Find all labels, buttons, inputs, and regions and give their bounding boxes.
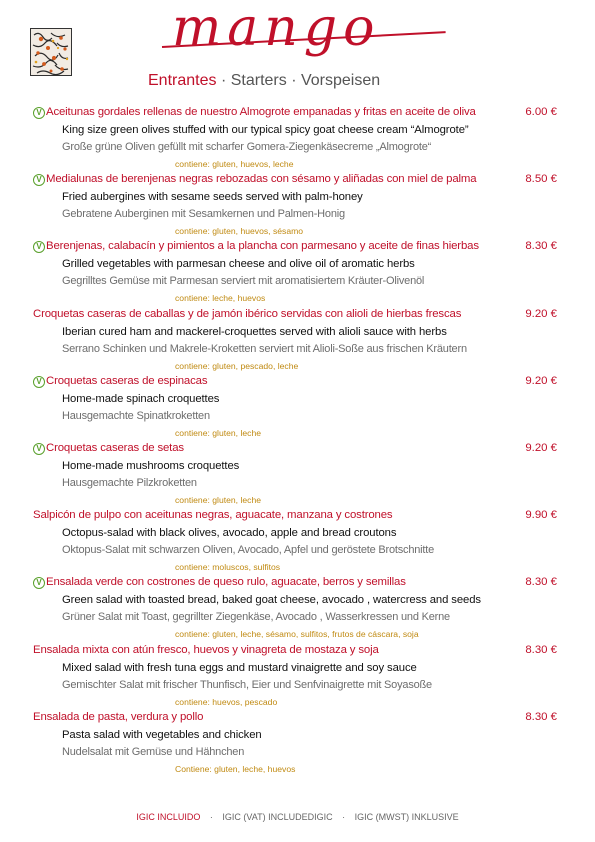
dish-description-en: Grilled vegetables with parmesan cheese and olive oil of aromatic herbs xyxy=(62,258,415,271)
dish-allergens: contiene: huevos, pescado xyxy=(175,696,278,707)
dish-description-en: Iberian cured ham and mackerel-croquettes served with alioli sauce with herbs xyxy=(62,325,447,338)
dish-price: 8.30 € xyxy=(525,240,557,253)
dish-allergens: contiene: gluten, leche, sésamo, sulfitos, frutos de cáscara, soja xyxy=(175,629,419,640)
dish-name-es xyxy=(33,240,523,253)
dish-description-de: Oktopus-Salat mit schwarzen Oliven, Avocado, Apfel und geröstete Brotschnitte xyxy=(62,544,435,557)
footer-igic-mwst: IGIC (MWST) INKLUSIVE xyxy=(354,812,459,822)
title-vorspeisen: Vorspeisen xyxy=(300,72,381,89)
dish-description-de: Nudelsalat mit Gemüse und Hähnchen xyxy=(62,745,245,758)
title-entrantes: Entrantes xyxy=(148,72,217,89)
dish-name-text: Aceitunas gordales rellenas de nuestro Almogrote empanadas y fritas en aceite de oliva xyxy=(46,106,476,118)
dish-name-text: Medialunas de berenjenas negras rebozadas con sésamo y aliñadas con miel de palma xyxy=(46,173,477,186)
dish-name-text: Croquetas caseras de caballas y de jamón ibérico servidas con alioli de hierbas frescas xyxy=(33,307,462,320)
dish-description-en: Pasta salad with vegetables and chicken xyxy=(62,728,262,741)
dish-price: 8.30 € xyxy=(525,576,557,589)
dish-name-es xyxy=(33,173,523,186)
vegetarian-icon: V xyxy=(33,376,45,388)
dish-allergens: Contiene: gluten, leche, huevos xyxy=(175,763,296,774)
dish-name-es xyxy=(33,644,523,656)
dish-description-de: Gemischter Salat mit frischer Thunfisch, Eier und Senfvinaigrette mit Soyasoße xyxy=(62,678,432,691)
dish-price: 8.30 € xyxy=(525,710,557,723)
dish-price: 6.00 € xyxy=(525,106,557,118)
dish-name-es xyxy=(33,375,523,388)
dish-description-en: Mixed salad with fresh tuna eggs and mustard vinaigrette and soy sauce xyxy=(62,661,417,674)
dish-name-text: Croquetas caseras de espinacas xyxy=(46,374,208,387)
dish-description-de: Grüner Salat mit Toast, gegrillter Ziegenkäse, Avocado , Wasserkressen und Kerne xyxy=(62,611,450,624)
dish-allergens: contiene: gluten, huevos, leche xyxy=(175,159,294,169)
title-separator: · xyxy=(220,72,227,89)
dish-name-es xyxy=(33,106,523,119)
dish-description-en: Home-made mushrooms croquettes xyxy=(62,460,240,472)
dish-name-text: Berenjenas, calabacín y pimientos a la plancha con parmesano y aceite de finas hierbas xyxy=(46,240,479,253)
title-separator: · xyxy=(291,72,297,89)
dish-description-de: Serrano Schinken und Makrele-Kroketten serviert mit Alioli-Soße aus frischen Kräutern xyxy=(62,342,467,355)
vegetarian-icon: V xyxy=(33,577,45,589)
dish-description-en: King size green olives stuffed with our typical spicy goat cheese cream “Almogrote” xyxy=(62,124,469,136)
dish-name-text: Ensalada mixta con atún fresco, huevos y vinagreta de mostaza y soja xyxy=(33,643,379,656)
vegetarian-icon: V xyxy=(33,107,45,119)
footer-igic-vat: IGIC (VAT) INCLUDEDIGIC xyxy=(222,812,333,822)
page-title xyxy=(148,72,380,90)
dish-price: 9.90 € xyxy=(525,509,557,522)
dish-name-text: Ensalada de pasta, verdura y pollo xyxy=(33,710,204,723)
dish-description-de: Gebratene Auberginen mit Sesamkernen und Palmen-Honig xyxy=(62,208,345,221)
menu-header xyxy=(0,0,595,100)
dish-name-text: Ensalada verde con costrones de queso rulo, aguacate, berros y semillas xyxy=(46,576,406,589)
dish-description-en: Home-made spinach croquettes xyxy=(62,392,220,405)
vegetarian-icon: V xyxy=(33,241,45,253)
dish-price: 9.20 € xyxy=(525,374,557,387)
footer-separator: · xyxy=(209,812,213,822)
dish-name-es xyxy=(33,711,523,723)
dish-price: 8.30 € xyxy=(525,643,557,656)
dish-allergens: contiene: leche, huevos xyxy=(175,293,266,304)
dish-description-de: Gegrilltes Gemüse mit Parmesan serviert mit aromatisiertem Kräuter-Olivenöl xyxy=(62,275,425,288)
dish-description-de: Große grüne Oliven gefüllt mit scharfer Gomera-Ziegenkäsecreme „Almogrote“ xyxy=(62,141,432,153)
dish-price: 9.20 € xyxy=(525,442,557,454)
dish-name-es xyxy=(33,509,523,521)
dish-name-es xyxy=(33,442,523,455)
dish-description-en: Octopus-salad with black olives, avocado, apple and bread croutons xyxy=(62,527,397,540)
footer-igic-included: IGIC INCLUIDO xyxy=(136,812,201,822)
dish-description-de: Hausgemachte Pilzkroketten xyxy=(62,477,197,489)
dish-allergens: contiene: gluten, leche xyxy=(175,495,262,505)
dish-allergens: contiene: gluten, huevos, sésamo xyxy=(175,226,304,237)
dish-name-text: Croquetas caseras de setas xyxy=(46,442,184,454)
dish-allergens: contiene: gluten, leche xyxy=(175,427,262,438)
dish-allergens: contiene: moluscos, sulfitos xyxy=(175,562,281,573)
dish-allergens: contiene: gluten, pescado, leche xyxy=(175,360,299,371)
dish-name-es xyxy=(33,308,523,320)
decorative-pattern-image xyxy=(31,29,71,75)
logo-tile xyxy=(30,28,72,76)
brand-wordmark: mango xyxy=(172,0,381,58)
dish-price: 8.50 € xyxy=(525,173,557,186)
dish-description-de: Hausgemachte Spinatkroketten xyxy=(62,409,210,422)
dish-description-en: Fried aubergines with sesame seeds served with palm-honey xyxy=(62,191,363,204)
vegetarian-icon: V xyxy=(33,443,45,455)
dish-price: 9.20 € xyxy=(525,307,557,320)
vegetarian-icon: V xyxy=(33,174,45,186)
footer-separator: · xyxy=(342,812,346,822)
dish-description-en: Green salad with toasted bread, baked goat cheese, avocado , watercress and seeds xyxy=(62,594,481,607)
dish-name-es xyxy=(33,576,523,589)
tax-footer xyxy=(0,812,595,822)
dish-name-text: Salpicón de pulpo con aceitunas negras, aguacate, manzana y costrones xyxy=(33,509,393,522)
title-starters: Starters xyxy=(230,72,287,89)
